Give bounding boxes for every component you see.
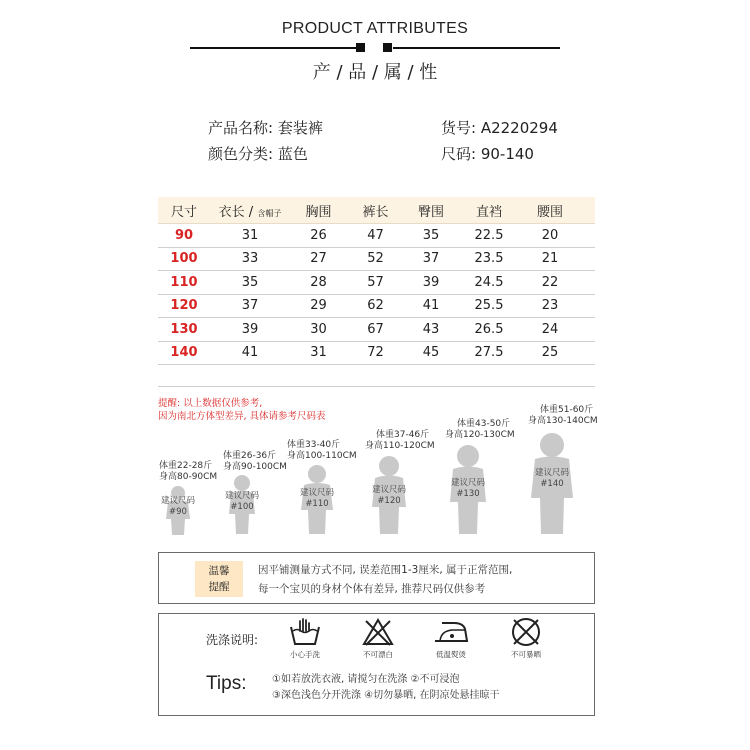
kid-silhouette-90 bbox=[156, 485, 200, 535]
product-size-range: 尺码: 90-140 bbox=[441, 145, 534, 163]
wash-icon-label: 不可暴晒 bbox=[511, 650, 541, 659]
table-cell: 27 bbox=[310, 251, 327, 267]
table-cell: 33 bbox=[241, 251, 259, 267]
table-cell: 67 bbox=[367, 321, 384, 337]
kid-silhouette-110 bbox=[288, 464, 346, 534]
kid-silhouette-120 bbox=[358, 455, 420, 534]
header-note: 含帽子 bbox=[257, 208, 282, 218]
kid-rec-size: #90 bbox=[169, 507, 187, 517]
reminder-line: 因为南北方体型差异, 具体请参考尺码表 bbox=[158, 411, 326, 422]
kid-rec-size: #100 bbox=[230, 502, 254, 512]
table-cell: 45 bbox=[422, 345, 440, 361]
title-divider-dot bbox=[356, 43, 365, 52]
kid-height: 身高110-120CM bbox=[365, 441, 435, 451]
warm-tips-line: 每一个宝贝的身材个体有差异, 推荐尺码仅供参考 bbox=[258, 583, 486, 595]
table-cell: 23 bbox=[541, 298, 559, 314]
table-cell: 72 bbox=[367, 345, 384, 361]
size-cell: 130 bbox=[170, 321, 198, 337]
table-row bbox=[158, 224, 595, 248]
kid-silhouette-130 bbox=[436, 444, 500, 534]
kid-rec-label: 建议尺码 bbox=[299, 488, 334, 498]
table-row bbox=[158, 295, 595, 319]
kid-rec-size: #140 bbox=[540, 479, 564, 489]
tips-title: Tips: bbox=[206, 673, 247, 694]
title-divider-left bbox=[190, 47, 356, 49]
table-cell: 41 bbox=[241, 345, 259, 361]
warm-tips-label bbox=[195, 561, 243, 597]
size-cell: 110 bbox=[170, 274, 198, 290]
section-title: PRODUCT ATTRIBUTES bbox=[281, 20, 469, 37]
size-cell: 140 bbox=[170, 345, 198, 361]
table-cell: 24.5 bbox=[474, 274, 504, 290]
product-sku: 货号: A2220294 bbox=[441, 119, 558, 137]
kid-rec-size: #120 bbox=[377, 496, 401, 506]
warm-tips-label-line: 提醒 bbox=[208, 581, 230, 593]
table-cell: 31 bbox=[310, 345, 327, 361]
table-cell: 21 bbox=[541, 251, 559, 267]
kid-silhouette-100 bbox=[218, 474, 266, 534]
table-cell: 22 bbox=[541, 274, 559, 290]
tips-line: ①如若放洗衣液, 请搅匀在洗涤 ②不可浸泡 bbox=[272, 674, 460, 685]
table-cell: 35 bbox=[241, 274, 259, 290]
table-cell: 43 bbox=[422, 321, 440, 337]
kid-weight: 体重33-40斤 bbox=[287, 440, 341, 450]
kid-rec-label: 建议尺码 bbox=[160, 496, 195, 506]
low-iron-icon bbox=[432, 619, 470, 645]
no-sun-icon bbox=[509, 616, 543, 648]
kid-rec-size: #130 bbox=[456, 489, 480, 499]
kid-rec-label: 建议尺码 bbox=[224, 491, 259, 501]
wash-icon-label: 小心手洗 bbox=[290, 650, 320, 659]
table-cell: 47 bbox=[367, 227, 384, 243]
table-row bbox=[158, 271, 595, 295]
table-cell: 23.5 bbox=[474, 251, 504, 267]
title-divider-dot bbox=[383, 43, 392, 52]
reminder-line: 提醒: 以上数据仅供参考, bbox=[158, 398, 263, 409]
hand-wash-icon bbox=[287, 617, 323, 647]
kid-weight: 体重43-50斤 bbox=[457, 419, 511, 429]
table-cell: 39 bbox=[422, 274, 440, 290]
table-cell: 37 bbox=[241, 298, 259, 314]
no-bleach-icon bbox=[362, 617, 394, 647]
kid-height: 身高130-140CM bbox=[528, 416, 598, 426]
table-cell: 31 bbox=[241, 227, 259, 243]
table-cell: 62 bbox=[367, 298, 384, 314]
table-row bbox=[158, 248, 595, 272]
size-cell: 90 bbox=[174, 227, 194, 243]
kid-rec-size: #110 bbox=[305, 499, 329, 509]
kid-weight: 体重22-28斤 bbox=[159, 461, 213, 471]
table-row bbox=[158, 318, 595, 342]
table-cell: 52 bbox=[367, 251, 384, 267]
table-cell: 39 bbox=[241, 321, 259, 337]
table-cell: 27.5 bbox=[474, 345, 504, 361]
warm-tips-line: 因平铺测量方式不同, 误差范围1-3厘米, 属于正常范围, bbox=[258, 564, 513, 576]
kid-rec-label: 建议尺码 bbox=[534, 468, 569, 478]
tips-line: ③深色浅色分开洗涤 ④切勿暴晒, 在阴凉处悬挂晾干 bbox=[272, 690, 500, 701]
kid-height: 身高80-90CM bbox=[159, 472, 218, 482]
kid-height: 身高120-130CM bbox=[445, 430, 515, 440]
header-cell: 臀围 bbox=[417, 204, 444, 220]
kid-silhouette-140 bbox=[516, 432, 588, 534]
table-cell: 20 bbox=[541, 227, 559, 243]
size-cell: 120 bbox=[170, 298, 198, 314]
table-cell: 26.5 bbox=[474, 321, 504, 337]
header-cell: 衣长 / 含帽子 bbox=[218, 204, 282, 220]
section-subtitle: 产 / 品 / 属 / 性 bbox=[312, 62, 438, 83]
table-cell: 30 bbox=[310, 321, 327, 337]
kid-rec-label: 建议尺码 bbox=[371, 485, 406, 495]
size-table-header bbox=[158, 197, 595, 224]
product-color: 颜色分类: 蓝色 bbox=[208, 145, 308, 163]
header-cell: 胸围 bbox=[305, 204, 332, 220]
kid-weight: 体重51-60斤 bbox=[540, 405, 594, 415]
table-cell: 57 bbox=[367, 274, 384, 290]
header-cell: 裤长 bbox=[362, 204, 389, 220]
title-divider-right bbox=[393, 47, 560, 49]
size-table bbox=[158, 197, 595, 387]
kid-height: 身高90-100CM bbox=[223, 462, 287, 472]
header-cell: 尺寸 bbox=[170, 204, 197, 220]
size-cell: 100 bbox=[170, 251, 198, 267]
header-cell: 直裆 bbox=[475, 204, 502, 220]
warm-tips-label-line: 温馨 bbox=[208, 565, 230, 577]
washing-title: 洗涤说明: bbox=[206, 633, 259, 647]
wash-icon-label: 低温熨烫 bbox=[436, 650, 466, 659]
product-name: 产品名称: 套装裤 bbox=[208, 119, 323, 137]
table-row bbox=[158, 342, 595, 366]
kid-weight: 体重37-46斤 bbox=[376, 430, 430, 440]
table-cell: 26 bbox=[310, 227, 327, 243]
table-cell: 25 bbox=[541, 345, 559, 361]
table-cell: 22.5 bbox=[474, 227, 504, 243]
table-cell: 28 bbox=[310, 274, 327, 290]
table-cell: 29 bbox=[310, 298, 327, 314]
table-blank-row bbox=[158, 365, 595, 387]
kid-weight: 体重26-36斤 bbox=[223, 451, 277, 461]
table-cell: 25.5 bbox=[474, 298, 504, 314]
header-cell: 腰围 bbox=[536, 204, 563, 220]
table-cell: 24 bbox=[541, 321, 559, 337]
table-cell: 41 bbox=[422, 298, 440, 314]
table-cell: 35 bbox=[422, 227, 440, 243]
kid-height: 身高100-110CM bbox=[287, 451, 357, 461]
kid-rec-label: 建议尺码 bbox=[450, 478, 485, 488]
wash-icon-label: 不可漂白 bbox=[363, 650, 393, 659]
table-cell: 37 bbox=[422, 251, 440, 267]
